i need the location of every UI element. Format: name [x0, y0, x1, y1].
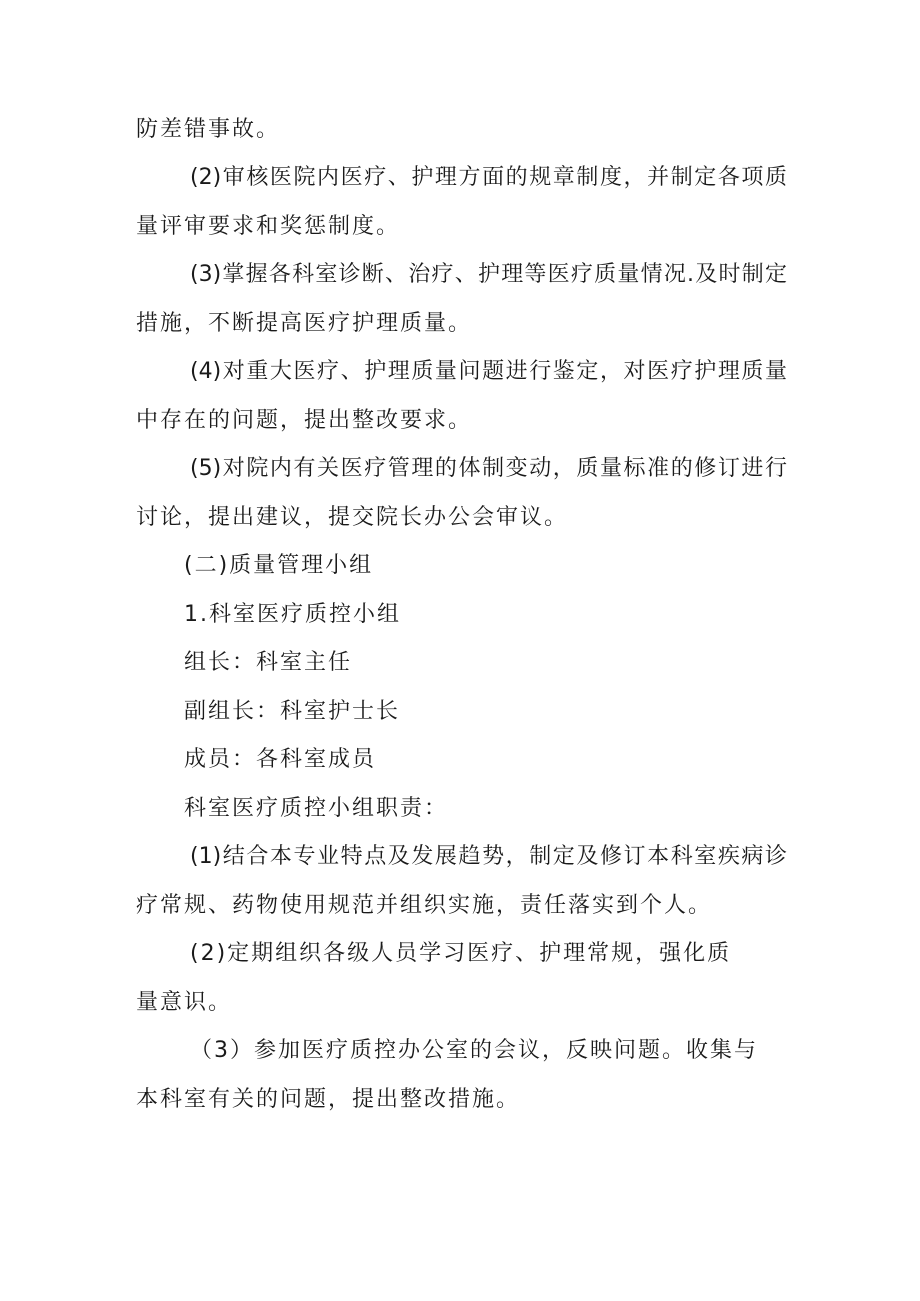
- text-line: 副组长：科室护士长: [184, 699, 401, 724]
- text-line: 组长：科室主任: [184, 650, 353, 675]
- text-line: （3）参加医疗质控办公室的会议，反映问题。收集与: [190, 1038, 758, 1063]
- text-line: (1)结合本专业特点及发展趋势，制定及修订本科室疾病诊: [190, 844, 787, 869]
- section-heading: (二)质量管理小组: [184, 553, 374, 578]
- text-line: (4)对重大医疗、护理质量问题进行鉴定，对医疗护理质量: [190, 359, 787, 384]
- text-line: 本科室有关的问题，提出整改措施。: [136, 1087, 521, 1112]
- text-line: 成员：各科室成员: [184, 747, 377, 772]
- text-line: 科室医疗质控小组职责：: [184, 796, 449, 821]
- text-line: 中存在的问题，提出整改要求。: [136, 408, 473, 433]
- text-line: 防差错事故。: [136, 117, 281, 142]
- text-line: 量意识。: [136, 990, 233, 1015]
- subsection-heading: 1.科室医疗质控小组: [184, 602, 401, 627]
- text-line: (5)对院内有关医疗管理的体制变动，质量标准的修订进行: [190, 456, 787, 481]
- text-line: 疗常规、药物使用规范并组织实施，责任落实到个人。: [136, 893, 713, 918]
- text-line: (3)掌握各科室诊断、治疗、护理等医疗质量情况.及时制定: [190, 262, 787, 287]
- text-line: 讨论，提出建议，提交院长办公会审议。: [136, 505, 569, 530]
- text-line: 措施，不断提高医疗护理质量。: [136, 311, 473, 336]
- text-line: 量评审要求和奖惩制度。: [136, 214, 401, 239]
- text-line: (2)审核医院内医疗、护理方面的规章制度，并制定各项质: [190, 165, 787, 190]
- text-line: (2)定期组织各级人员学习医疗、护理常规，强化质: [190, 941, 732, 966]
